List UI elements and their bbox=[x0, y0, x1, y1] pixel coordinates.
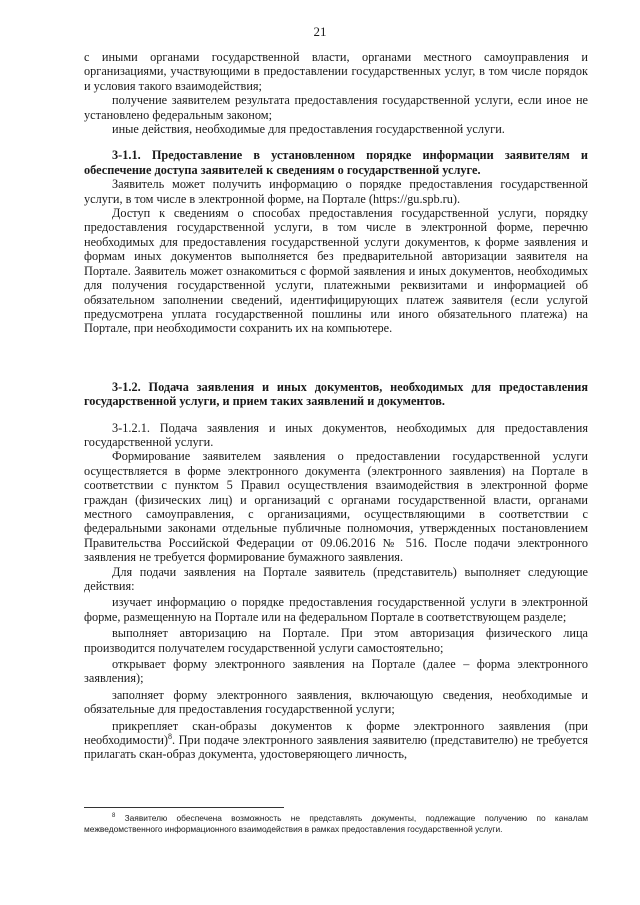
paragraph: Для подачи заявления на Портале заявитель (представитель) выполняет следующие действия: bbox=[84, 564, 588, 593]
paragraph: 3-1.2.1. Подача заявления и иных документов, необходимых для предоставления государственной услуги. bbox=[84, 420, 588, 449]
paragraph: Формирование заявителем заявления о предоставлении государственной услуги осуществляется в форме электронного документа (электронного заявления) на Портале в соответствии с пунктом 5 Правил осуществления взаимодействия в электронной форме граждан (физических лиц) и организаций с органами государственной власти, органами местного самоуправления, с организациями, осуществляющими в соответствии с федеральными законами отдельные публичные полномочия, утвержденных постановлением Правительства Российской Федерации от 09.06.2016 № 516. После подачи электронного заявления не требуется формирование бумажного заявления. bbox=[84, 449, 588, 565]
list-item: заполняет форму электронного заявления, включающую сведения, необходимые и обязательные для предоставления государственной услуги; bbox=[84, 687, 588, 717]
paragraph: Заявитель может получить информацию о порядке предоставления государственной услуги, в том числе в электронной форме, на Портале (https://gu.spb.ru). bbox=[84, 177, 588, 206]
list-item-text: . При подаче электронного заявления заявителю (представителю) не требуется прилагать скан-образ документа, удостоверяющего личность, bbox=[84, 733, 588, 762]
page-number: 21 bbox=[313, 24, 327, 39]
page-content bbox=[84, 50, 588, 762]
footnote bbox=[84, 813, 588, 835]
footnote-ref: 8 bbox=[168, 731, 173, 741]
paragraph: получение заявителем результата предоставления государственной услуги, если иное не установлено федеральным законом; bbox=[84, 93, 588, 122]
list-item: изучает информацию о порядке предоставления государственной услуги в электронной форме, размещенную на Портале или на федеральном Портале в соответствующем разделе; bbox=[84, 595, 588, 624]
section-heading-3-1-1: 3-1.1. Предоставление в установленном порядке информации заявителям и обеспечение доступа заявителей к сведениям о государственной услуге. bbox=[84, 148, 588, 177]
list-item: выполняет авторизацию на Портале. При этом авторизация физического лица производится получателем государственной услуги самостоятельно; bbox=[84, 626, 588, 655]
paragraph: иные действия, необходимые для предоставления государственной услуги. bbox=[112, 122, 505, 137]
footnote-text: Заявителю обеспечена возможность не представлять документы, подлежащие получению по каналам межведомственного информационного взаимодействия в рамках предоставления государственной услуги. bbox=[84, 813, 588, 834]
footnote-number: 8 bbox=[112, 813, 116, 820]
paragraph: Доступ к сведениям о способах предоставления государственной услуги, порядку предоставления государственной услуги, в том числе в электронной форме, перечню необходимых для предоставления государственной услуги документов, к форме заявления и формам иных документов выполняется без предварительной авторизации заявителя на Портале. Заявитель может ознакомиться с формой заявления и иных документов, необходимых для получения государственной услуги, платежными реквизитами и информацией об обязательном заполнении сведений, идентифицирующих платеж заявителя (если услугой предусмотрена уплата государственной пошлины или иного обязательного платежа) на Портале, при необходимости сохранить их на компьютере. bbox=[84, 206, 588, 336]
list-item: открывает форму электронного заявления на Портале (далее – форма электронного заявления); bbox=[84, 657, 588, 686]
paragraph: с иными органами государственной власти, органами местного самоуправления и организациями, участвующими в предоставлении государственных услуг, в том числе порядок и условия такого взаимодействия; bbox=[84, 50, 588, 93]
list-item-text: прикрепляет скан-образы документов к форме электронного заявления (при необходимости) bbox=[84, 718, 588, 748]
footnote-divider bbox=[84, 807, 284, 808]
list-item bbox=[84, 719, 588, 762]
section-heading-3-1-2: 3-1.2. Подача заявления и иных документов, необходимых для предоставления государственной услуги, и прием таких заявлений и документов. bbox=[84, 379, 588, 409]
